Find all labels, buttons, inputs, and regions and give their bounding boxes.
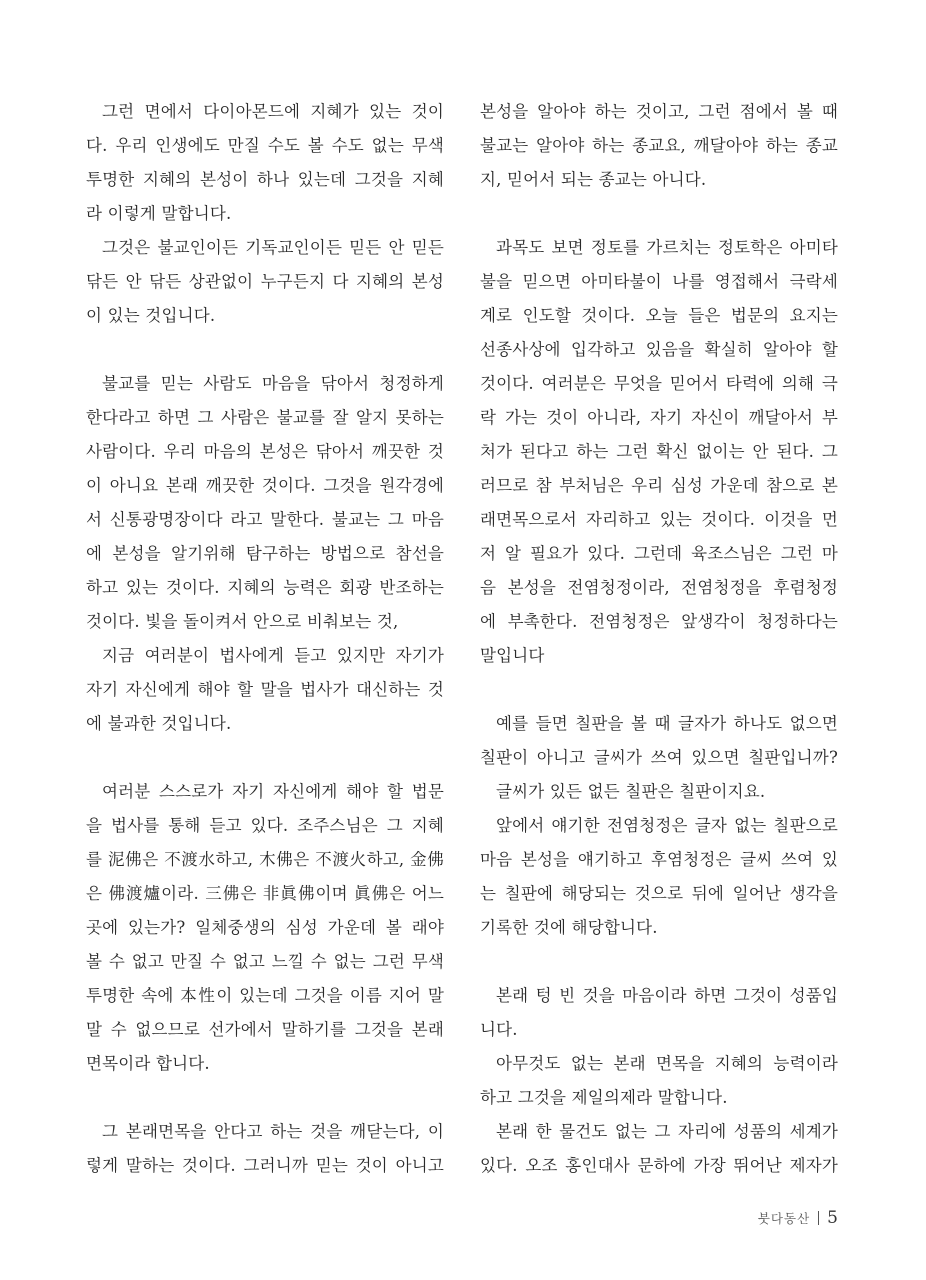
text-line: 에 본성을 알기위해 탐구하는 방법으로 참선을	[86, 544, 444, 563]
text-line: 있다. 오조 홍인대사 문하에 가장 뛰어난 제자가	[480, 1156, 838, 1175]
text-line: 를 泥佛은 不渡水하고, 木佛은 不渡火하고, 金佛	[86, 850, 444, 869]
text-line: 자기 자신에게 해야 할 말을 법사가 대신하는 것	[86, 680, 444, 699]
text-line: 예를 들면 칠판을 볼 때 글자가 하나도 없으면	[496, 714, 838, 733]
paragraph-gap	[86, 1081, 444, 1115]
text-line: 계로 인도할 것이다. 오늘 들은 법문의 요지는	[480, 306, 838, 325]
right-text-column	[480, 95, 838, 1183]
text-line: 글씨가 있든 없든 칠판은 칠판이지요.	[496, 782, 766, 801]
text-line: 사람이다. 우리 마음의 본성은 닦아서 깨끗한 것	[86, 442, 444, 461]
text-line: 저 알 필요가 있다. 그런데 육조스님은 그런 마	[480, 544, 838, 563]
text-line: 은 佛渡爐이라. 三佛은 非眞佛이며 眞佛은 어느	[86, 884, 444, 903]
text-line: 하고 있는 것이다. 지혜의 능력은 회광 반조하는	[86, 578, 444, 597]
left-text-column	[86, 95, 444, 1183]
text-line: 말입니다	[480, 646, 545, 665]
text-line: 한다라고 하면 그 사람은 불교를 잘 알지 못하는	[86, 408, 444, 427]
text-line: 이 아니요 본래 깨끗한 것이다. 그것을 원각경에	[86, 476, 444, 495]
text-line: 마음 본성을 얘기하고 후염청정은 글씨 쓰여 있	[480, 850, 838, 869]
text-line: 불교를 믿는 사람도 마음을 닦아서 청정하게	[102, 374, 444, 393]
text-line: 그런 면에서 다이아몬드에 지혜가 있는 것이	[102, 102, 444, 121]
text-line: 는 칠판에 해당되는 것으로 뒤에 일어난 생각을	[480, 884, 838, 903]
text-line: 칠판이 아니고 글씨가 쓰여 있으면 칠판입니까?	[480, 748, 838, 767]
text-line: 것이다. 여러분은 무엇을 믿어서 타력에 의해 극	[480, 374, 838, 393]
text-line: 아무것도 없는 본래 면목을 지혜의 능력이라	[496, 1054, 838, 1073]
text-line: 처가 된다고 하는 그런 확신 없이는 안 된다. 그	[480, 442, 838, 461]
text-line: 본성을 알아야 하는 것이고, 그런 점에서 볼 때	[480, 102, 838, 121]
text-line: 선종사상에 입각하고 있음을 확실히 알아야 할	[480, 340, 838, 359]
text-line: 앞에서 얘기한 전염청정은 글자 없는 칠판으로	[496, 816, 838, 835]
text-line: 하고 그것을 제일의제라 말합니다.	[480, 1088, 728, 1107]
text-line: 락 가는 것이 아니라, 자기 자신이 깨달아서 부	[480, 408, 838, 427]
text-line: 렇게 말하는 것이다. 그러니까 믿는 것이 아니고	[86, 1156, 444, 1175]
text-line: 그것은 불교인이든 기독교인이든 믿든 안 믿든	[102, 238, 444, 257]
footer-divider	[818, 1211, 819, 1225]
magazine-title: 붓다동산	[757, 1211, 811, 1226]
text-line: 기록한 것에 해당합니다.	[480, 918, 658, 937]
text-line: 지금 여러분이 법사에게 듣고 있지만 자기가	[102, 646, 444, 665]
page-footer	[758, 1208, 838, 1228]
paragraph-gap	[86, 741, 444, 775]
text-line: 라 이렇게 말합니다.	[86, 204, 232, 223]
text-line: 닦든 안 닦든 상관없이 누구든지 다 지혜의 본성	[86, 272, 444, 291]
paragraph-gap	[86, 333, 444, 367]
text-line: 본래 텅 빈 것을 마음이라 하면 그것이 성품입	[496, 986, 838, 1005]
text-line: 다. 우리 인생에도 만질 수도 볼 수도 없는 무색	[86, 136, 444, 155]
text-line: 니다.	[480, 1020, 518, 1039]
text-line: 래면목으로서 자리하고 있는 것이다. 이것을 먼	[480, 510, 838, 529]
text-line: 서 신통광명장이다 라고 말한다. 불교는 그 마음	[86, 510, 444, 529]
text-line: 을 법사를 통해 듣고 있다. 조주스님은 그 지혜	[86, 816, 444, 835]
text-line: 말 수 없으므로 선가에서 말하기를 그것을 본래	[86, 1020, 444, 1039]
text-line: 이 있는 것입니다.	[86, 306, 216, 325]
text-line: 여러분 스스로가 자기 자신에게 해야 할 법문	[102, 782, 444, 801]
text-line: 러므로 참 부처님은 우리 심성 가운데 참으로 본	[480, 476, 838, 495]
paragraph-gap	[480, 197, 838, 231]
text-line: 본래 한 물건도 없는 그 자리에 성품의 세계가	[496, 1122, 838, 1141]
text-line: 에 불과한 것입니다.	[86, 714, 232, 733]
text-line: 투명한 속에 本性이 있는데 그것을 이름 지어 말	[86, 986, 444, 1005]
paragraph-gap	[480, 673, 838, 707]
text-line: 면목이라 합니다.	[86, 1054, 210, 1073]
text-line: 볼 수 없고 만질 수 없고 느낄 수 없는 그런 무색	[86, 952, 444, 971]
text-line: 그 본래면목을 안다고 하는 것을 깨닫는다, 이	[102, 1122, 444, 1141]
paragraph-gap	[480, 945, 838, 979]
text-line: 지, 믿어서 되는 종교는 아니다.	[480, 170, 707, 189]
text-line: 과목도 보면 정토를 가르치는 정토학은 아미타	[496, 238, 838, 257]
text-line: 것이다. 빛을 돌이켜서 안으로 비춰보는 것,	[86, 612, 399, 631]
text-line: 투명한 지혜의 본성이 하나 있는데 그것을 지혜	[86, 170, 444, 189]
text-line: 곳에 있는가? 일체중생의 심성 가운데 볼 래야	[86, 918, 444, 937]
text-line: 음 본성을 전염청정이라, 전염청정을 후렴청정	[480, 578, 838, 597]
page-number: 5	[827, 1208, 838, 1228]
text-line: 에 부촉한다. 전염청정은 앞생각이 청정하다는	[480, 612, 838, 631]
text-line: 불교는 알아야 하는 종교요, 깨달아야 하는 종교	[480, 136, 838, 155]
text-line: 불을 믿으면 아미타불이 나를 영접해서 극락세	[480, 272, 838, 291]
